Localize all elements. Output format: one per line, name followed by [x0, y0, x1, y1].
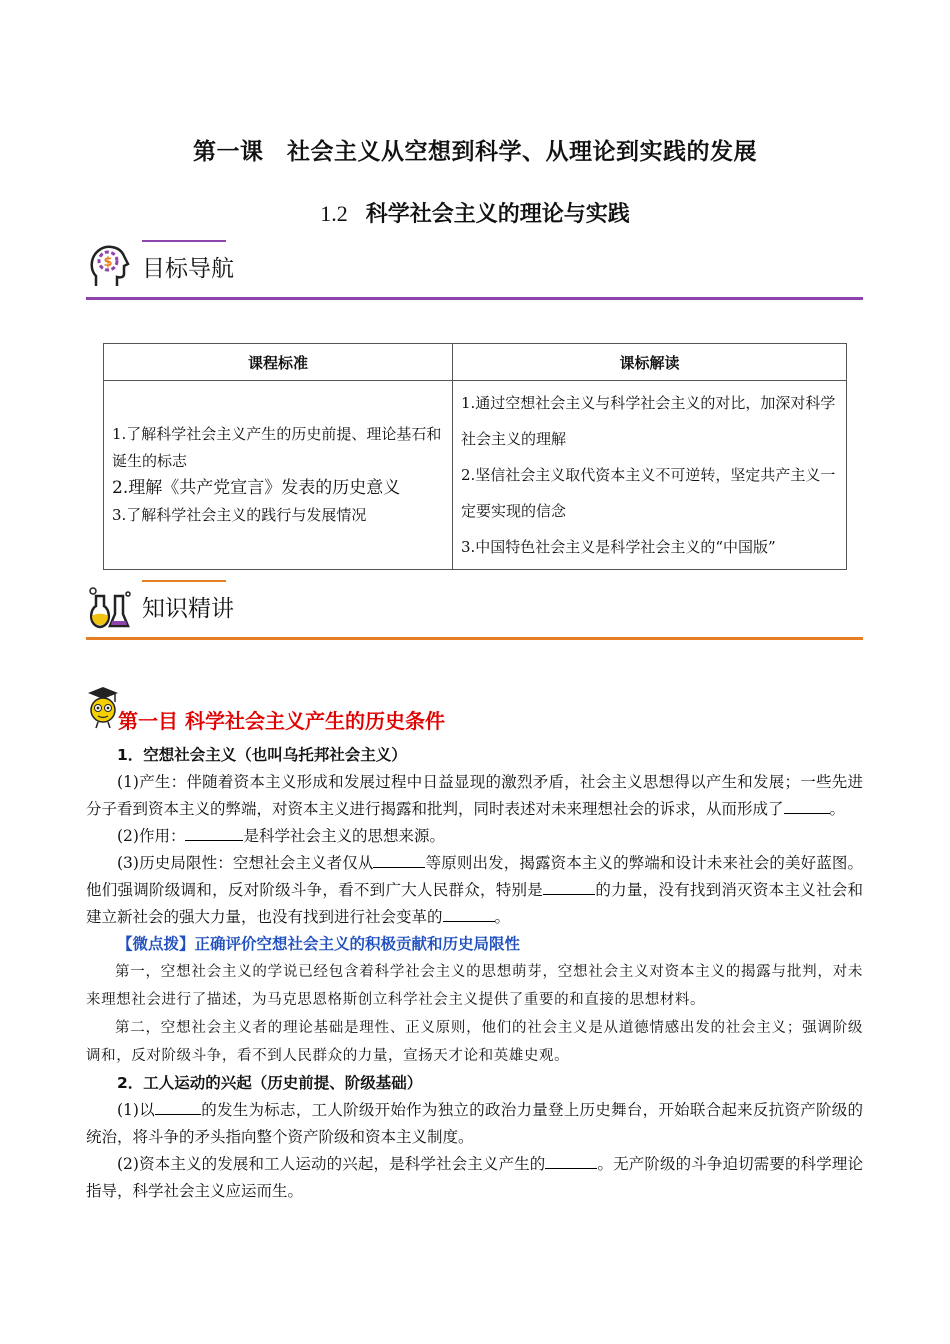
tip-paragraph: 第一，空想社会主义的学说已经包含着科学社会主义的思想萌芽，空想社会主义对资本主义的揭露与批判，对未来理想社会进行了描述，为马克思恩格斯创立科学社会主义提供了重要的和直接的思想材料。: [86, 964, 863, 1008]
head-brain-icon: [86, 242, 134, 290]
fill-blank[interactable]: [155, 1099, 201, 1116]
standard-item: 2.理解《共产党宣言》发表的历史意义: [112, 478, 401, 498]
interpretation-item: 1.通过空想社会主义与科学社会主义的对比，加深对科学社会主义的理解: [461, 394, 836, 448]
fill-blank[interactable]: [545, 1153, 597, 1170]
part1-header: [86, 685, 586, 735]
fill-blank[interactable]: [373, 852, 425, 869]
section-number: 1.2: [320, 201, 348, 226]
heading-utopian: 1．空想社会主义（也叫乌托邦社会主义）: [117, 746, 407, 764]
knowledge-rule: [86, 637, 863, 640]
part1-title: 第一目 科学社会主义产生的历史条件: [118, 709, 445, 733]
svg-text:$: $: [103, 255, 113, 270]
paragraph: (1)产生：伴随着资本主义形成和发展过程中日益显现的激烈矛盾，社会主义思想得以产生和发展；一些先进分子看到资本主义的弊端，对资本主义进行揭露和批判，同时表述对未来理想社会的诉求，从而形成了 。: [86, 773, 863, 818]
col1-header: 课程标准: [104, 344, 453, 381]
standard-item: 3.了解科学社会主义的践行与发展情况: [112, 506, 367, 524]
part1-content: [86, 742, 863, 1205]
section-name: 科学社会主义的理论与实践: [365, 202, 630, 227]
lesson-title: 第一课 社会主义从空想到科学、从理论到实践的发展: [193, 139, 757, 165]
knowledge-top-line: [142, 580, 226, 582]
col2-cell: [453, 381, 847, 570]
paragraph: (2)作用： 是科学社会主义的思想来源。: [86, 823, 863, 850]
interpretation-item: 3.中国特色社会主义是科学社会主义的“中国版”: [461, 538, 776, 556]
curriculum-table: [103, 343, 847, 570]
paragraph: (2)资本主义的发展和工人运动的兴起，是科学社会主义产生的 。无产阶级的斗争迫切需要的科学理论指导，科学社会主义应运而生。: [86, 1151, 863, 1205]
interpretation-item: 2.坚信社会主义取代资本主义不可逆转，坚定共产主义一定要实现的信念: [461, 466, 836, 520]
knowledge-header: [86, 580, 863, 640]
fill-blank[interactable]: [784, 798, 830, 815]
lab-flask-icon: [86, 582, 134, 630]
goals-top-line: [142, 240, 226, 242]
fill-blank[interactable]: [543, 879, 595, 896]
tip-heading: 【微点拨】正确评价空想社会主义的积极贡献和历史局限性: [117, 935, 521, 953]
fill-blank[interactable]: [443, 906, 495, 923]
knowledge-label: 知识精讲: [142, 596, 234, 622]
paragraph: (3)历史局限性：空想社会主义者仅从 等原则出发，揭露资本主义的弊端和设计未来社会的美好蓝图。他们强调阶级调和，反对阶级斗争，看不到广大人民群众，特别是 的力量，没有找到消灭资本主义社会和建立新社会的强大力量，也没有找到进行社会变革的 。: [86, 850, 863, 931]
standard-item: 1.了解科学社会主义产生的历史前提、理论基石和诞生的标志: [112, 425, 442, 470]
col2-header: 课标解读: [453, 344, 847, 381]
heading-labor-movement: 2．工人运动的兴起（历史前提、阶级基础）: [117, 1074, 423, 1092]
goals-label: 目标导航: [142, 256, 234, 282]
fill-blank[interactable]: [185, 825, 243, 842]
goals-header: [86, 240, 863, 300]
goals-rule: [86, 297, 863, 300]
col1-cell: [104, 381, 453, 570]
paragraph: (1)以 的发生为标志，工人阶级开始作为独立的政治力量登上历史舞台，开始联合起来反抗资产阶级的统治，将斗争的矛头指向整个资产阶级和资本主义制度。: [86, 1097, 863, 1151]
graduate-cartoon-icon: [86, 685, 120, 729]
section-title: [0, 197, 950, 228]
tip-paragraph: 第二，空想社会主义者的理论基础是理性、正义原则，他们的社会主义是从道德情感出发的社会主义；强调阶级调和，反对阶级斗争，看不到人民群众的力量，宣扬天才论和英雄史观。: [86, 1020, 863, 1064]
